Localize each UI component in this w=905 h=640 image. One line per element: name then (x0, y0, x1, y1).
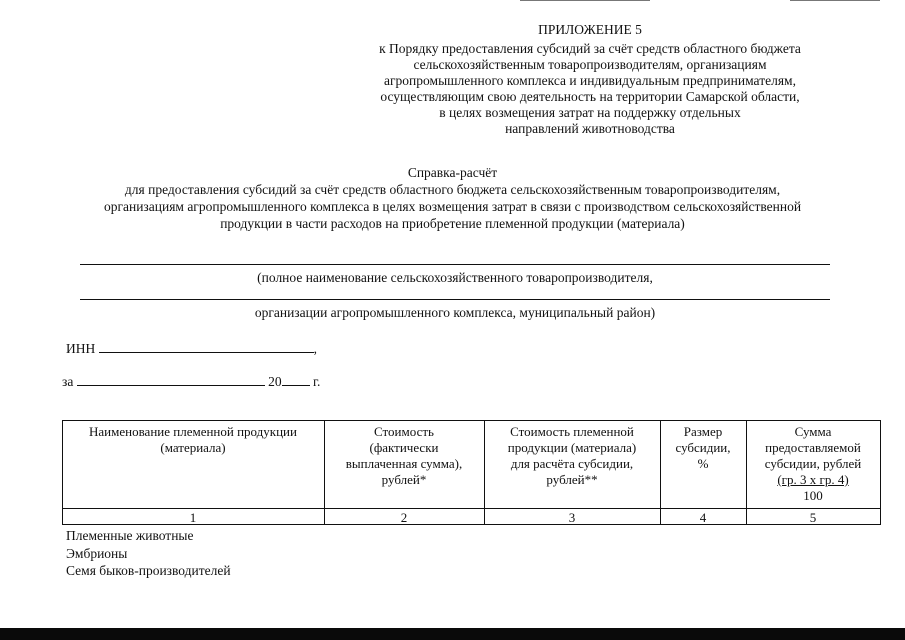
certificate-line: организациям агропромышленного комплекса в целях возмещения затрат в связи с производством сельскохозяйственной (103, 199, 802, 214)
scan-bottom-edge (0, 628, 905, 640)
organization-name-caption: организации агропромышленного комплекса, муниципальный район) (254, 305, 656, 320)
table-border (62, 508, 881, 509)
scan-edge-line (790, 0, 880, 1)
header-subsidy-base-cost (484, 424, 660, 488)
formula-numerator: (гр. 3 x гр. 4) (777, 472, 849, 487)
period-suffix: г. (312, 374, 321, 389)
header-line: выплаченная сумма), (345, 456, 463, 471)
column-number: 3 (568, 510, 576, 525)
certificate-line: для предоставления субсидий за счёт средств областного бюджета сельскохозяйственным товаропроизводителям, (124, 182, 781, 197)
column-number: 1 (189, 510, 197, 525)
appendix-block (350, 22, 830, 137)
period-prefix: за (62, 374, 74, 389)
organization-name-line[interactable] (80, 299, 830, 300)
header-subsidy-amount (746, 424, 880, 504)
header-line: Размер (683, 424, 723, 439)
header-line: рублей** (546, 472, 598, 487)
certificate-title: Справка-расчёт (407, 165, 498, 180)
scan-edge-line (520, 0, 650, 1)
inn-row (66, 340, 317, 357)
inn-label: ИНН (66, 341, 96, 356)
inn-suffix: , (313, 341, 317, 356)
header-line: субсидии, рублей (764, 456, 862, 471)
header-line: (фактически (369, 440, 439, 455)
appendix-line: осуществляющим свою деятельность на территории Самарской области, (380, 89, 800, 104)
period-year: 20 (268, 374, 282, 389)
producer-name-caption: (полное наименование сельскохозяйственного товаропроизводителя, (257, 270, 653, 285)
inn-field[interactable] (99, 340, 314, 353)
header-line: Сумма (794, 424, 832, 439)
period-field[interactable] (77, 373, 265, 386)
appendix-line: сельскохозяйственным товаропроизводителям, организациям (413, 57, 767, 72)
column-number: 4 (699, 510, 707, 525)
table-border (880, 420, 881, 525)
appendix-line: в целях возмещения затрат на поддержку отдельных (439, 105, 741, 120)
row-label-bull-semen: Семя быков-производителей (66, 563, 231, 578)
row-label-breeding-animals: Племенные животные (66, 528, 194, 543)
header-actual-cost (324, 424, 484, 488)
certificate-line: продукции в части расходов на приобретение племенной продукции (материала) (220, 216, 685, 231)
column-number: 2 (400, 510, 408, 525)
header-line: субсидии, (675, 440, 731, 455)
header-line: Стоимость племенной (510, 424, 634, 439)
header-line: предоставляемой (765, 440, 861, 455)
formula-denominator: 100 (803, 488, 823, 503)
year-field[interactable] (282, 373, 310, 386)
row-label-embryos: Эмбрионы (66, 545, 128, 561)
column-number: 5 (809, 510, 817, 525)
header-line: (материала) (160, 440, 226, 455)
appendix-title: ПРИЛОЖЕНИЕ 5 (538, 22, 642, 37)
header-line: Наименование племенной продукции (89, 424, 297, 439)
header-line: % (697, 456, 709, 471)
header-product-name (62, 424, 324, 456)
row-labels (66, 528, 231, 581)
producer-name-line[interactable] (80, 264, 830, 265)
calculation-table (62, 420, 881, 525)
appendix-line: агропромышленного комплекса и индивидуальным предпринимателям, (384, 73, 796, 88)
appendix-line: к Порядку предоставления субсидий за счёт средств областного бюджета (379, 41, 801, 56)
appendix-line: направлений животноводства (505, 121, 675, 136)
certificate-heading (30, 165, 875, 233)
header-line: продукции (материала) (507, 440, 637, 455)
header-line: для расчёта субсидии, (510, 456, 634, 471)
header-line: Стоимость (374, 424, 434, 439)
table-border (62, 420, 881, 421)
header-line: рублей* (381, 472, 427, 487)
period-row (62, 373, 320, 390)
header-subsidy-rate (660, 424, 746, 472)
